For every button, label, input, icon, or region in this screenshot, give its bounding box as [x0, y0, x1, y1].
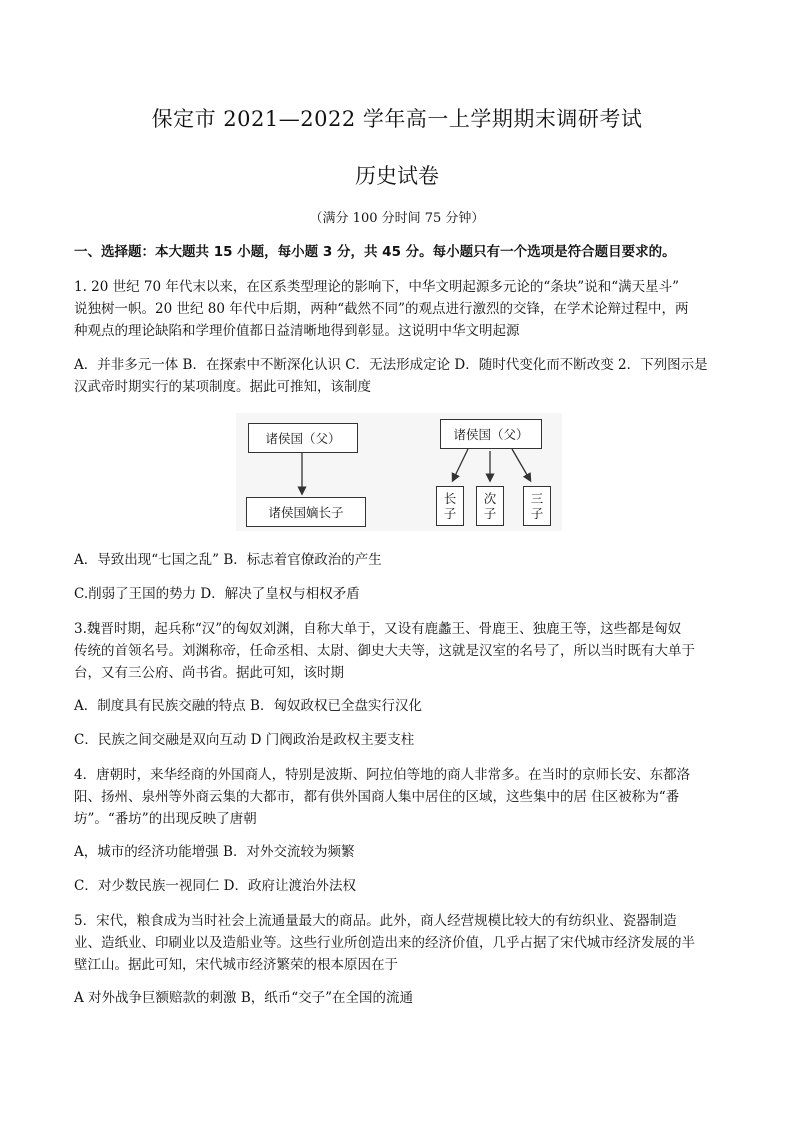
- section-heading: 一、选择题：本大题共 15 小题，每小题 3 分，共 45 分。每小题只有一个选项是符合题目要求的。: [74, 244, 676, 260]
- diagram-son-second: [476, 486, 504, 526]
- q3-options-2: C．民族之间交融是双向互动 D 门阀政治是政权主要支柱: [74, 732, 415, 748]
- q3-line-3: 台，又有三公府、尚书省。据此可知，该时期: [74, 665, 344, 681]
- son-char: 长: [443, 491, 457, 506]
- son-char: 子: [530, 506, 544, 521]
- q3-line-1: 3.魏晋时期，起兵称“汉”的匈奴刘渊，自称大单于，又设有鹿蠡王、骨鹿王、独鹿王等，这些都是匈奴: [74, 621, 682, 637]
- q1-options: A．并非多元一体 B．在探索中不断深化认识 C．无法形成定论 D．随时代变化而不断改变 2．下列图示是: [74, 357, 708, 373]
- q4-line-2: 阳、扬州、泉州等外商云集的大都市，都有供外国商人集中居住的区域，这些集中的居 住区被称为“番: [74, 789, 680, 805]
- system-diagram: [236, 413, 562, 531]
- q5-line-1: 5．宋代，粮食成为当时社会上流通量最大的商品。此外，商人经营规模比较大的有纺织业、瓷器制造: [74, 913, 677, 929]
- diagram-son-eldest: [436, 486, 464, 526]
- q1-line-1: 1. 20 世纪 70 年代末以来，在区系类型理论的影响下，中华文明起源多元论的“条块”说和“满天星斗”: [74, 279, 680, 295]
- q4-line-1: 4．唐朝时，来华经商的外国商人，特别是波斯、阿拉伯等地的商人非常多。在当时的京师长安、东都洛: [74, 767, 691, 783]
- q3-options-1: A．制度具有民族交融的特点 B．匈奴政权已全盘实行汉化: [74, 698, 422, 714]
- q4-options-2: C．对少数民族一视同仁 D．政府让渡治外法权: [74, 878, 356, 894]
- exam-note: （满分 100 分时间 75 分钟）: [309, 211, 485, 226]
- q1-line-3: 种观点的理论缺陷和学理价值都日益清晰地得到彰显。这说明中华文明起源: [74, 323, 520, 339]
- exam-title: 保定市 2021—2022 学年高一上学期期末调研考试: [151, 107, 643, 131]
- q5-options-1: A 对外战争巨额赔款的刺激 B，纸币“交子”在全国的流通: [74, 990, 414, 1006]
- son-char: 三: [530, 491, 544, 506]
- diagram-right-parent: 诸侯国（父）: [440, 419, 542, 449]
- exam-subtitle: 历史试卷: [355, 164, 439, 188]
- son-char: 次: [483, 491, 497, 506]
- q3-line-2: 传统的首领名号。刘渊称帝，任命丞相、太尉、御史大夫等，这就是汉室的名号了，所以当时既有大单于: [74, 643, 695, 659]
- q2-options-1: A．导致出现“七国之乱” B．标志着官僚政治的产生: [74, 552, 382, 568]
- q5-line-3: 壁江山。据此可知，宋代城市经济繁荣的根本原因在于: [74, 957, 398, 973]
- diagram-left-parent: 诸侯国（父）: [248, 423, 358, 453]
- q4-options-1: A，城市的经济功能增强 B．对外交流较为频繁: [74, 844, 355, 860]
- q5-line-2: 业、造纸业、印刷业以及造船业等。这些行业所创造出来的经济价值，几乎占据了宋代城市经济发展的半: [74, 935, 695, 951]
- diagram-son-third: [523, 486, 551, 526]
- q4-line-3: 坊”。“番坊”的出现反映了唐朝: [74, 811, 257, 827]
- q1-line-2: 说独树一帜。20 世纪 80 年代中后期，两种“截然不同”的观点进行激烈的交锋，在学术论辩过程中，两: [74, 301, 689, 317]
- son-char: 子: [443, 506, 457, 521]
- son-char: 子: [483, 506, 497, 521]
- q2-options-2: C.削弱了王国的势力 D．解决了皇权与相权矛盾: [74, 586, 360, 602]
- diagram-left-heir: 诸侯国嫡长子: [246, 497, 366, 527]
- q2-stem: 汉武帝时期实行的某项制度。据此可推知，该制度: [74, 379, 371, 395]
